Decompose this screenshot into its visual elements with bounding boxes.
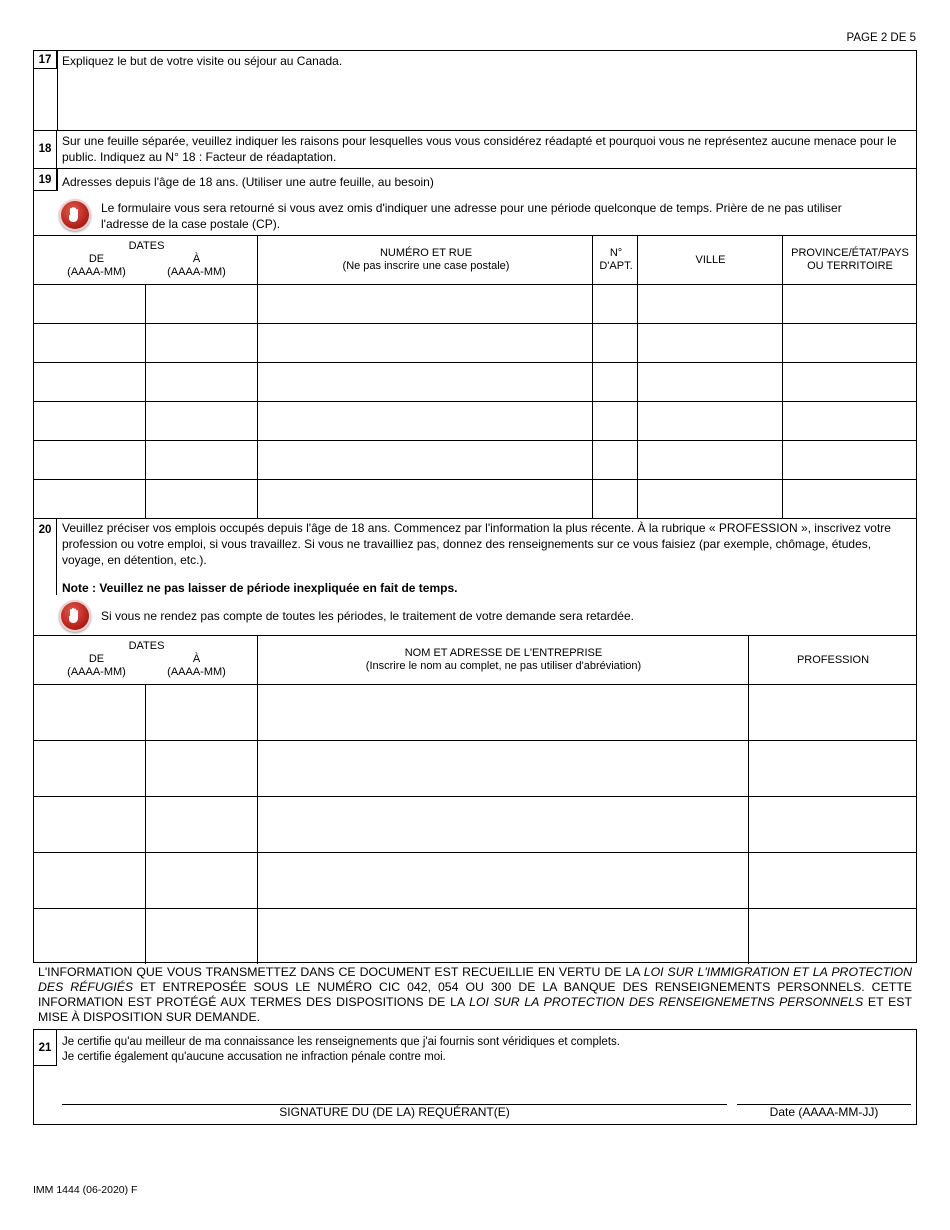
q19-province-header: PROVINCE/ÉTAT/PAYS OU TERRITOIRE	[791, 247, 909, 272]
question-17-text: Expliquez le but de votre visite ou séjour au Canada.	[62, 54, 343, 68]
certification-frame	[33, 1029, 917, 1125]
questions-frame	[33, 50, 917, 963]
page-number: PAGE 2 DE 5	[846, 32, 916, 44]
date-label: Date (AAAA-MM-JJ)	[769, 1105, 879, 1119]
certification-line-2: Je certifie également qu'aucune accusation ne infraction pénale contre moi.	[62, 1051, 446, 1063]
question-19-warning: Le formulaire vous sera retourné si vous avez omis d'indiquer une adresse pour une période quelconque de temps. Prière de ne pas utiliser l'adresse de la case postale (CP).	[101, 201, 842, 231]
question-19-number: 19	[34, 169, 57, 191]
question-20-warning: Si vous ne rendez pas compte de toutes les périodes, le traitement de votre demande sera retardée.	[101, 609, 634, 623]
question-20-text: Veuillez préciser vos emplois occupés depuis l'âge de 18 ans. Commencez par l'information la plus récente. À la rubrique « PROFESSION », inscrivez votre profession ou votre emploi, si vous travaillez. Si vous ne travailliez pas, donnez des renseignements sur ce vous faisiez (par exemple, chômage, études, voyage, en détention, etc.).	[62, 521, 891, 567]
q19-dates-header: DATES	[128, 240, 165, 252]
employment-history-table[interactable]	[34, 685, 916, 963]
q19-city-header: VILLE	[695, 254, 726, 266]
question-18-number: 18	[34, 131, 57, 168]
question-17-number: 17	[34, 51, 57, 69]
q20-from-header: DE (AAAA-MM)	[67, 653, 126, 678]
privacy-notice: L'INFORMATION QUE VOUS TRANSMETTEZ DANS CE DOCUMENT EST RECUEILLIE EN VERTU DE LA LOI SUR L'IMMIGRATION ET LA PROTECTION DES RÉFUGIÉS ET ENTREPOSÉE SOUS LE NUMÉRO CIC 042, 054 OU 300 DE LA BANQUE DES RENSEIGNEMENTS PERSONNELS. CETTE INFORMATION EST PROTÉGÉ AUX TERMES DES DISPOSITIONS DE LA LOI SUR LA PROTECTION DES RENSEIGNEMETNS PERSONNELS ET EST MISE À DISPOSITION SUR DEMANDE.	[38, 965, 912, 1024]
q20-company-header: NOM ET ADRESSE DE L'ENTREPRISE (Inscrire le nom au complet, ne pas utiliser d'abréviation)	[365, 647, 642, 672]
signature-label: SIGNATURE DU (DE LA) REQUÉRANT(E)	[279, 1105, 510, 1119]
q20-profession-header: PROFESSION	[796, 654, 870, 666]
q19-street-header: NUMÉRO ET RUE (Ne pas inscrire une case postale)	[342, 247, 510, 272]
stop-hand-icon	[61, 602, 89, 630]
q20-dates-header: DATES	[128, 640, 165, 652]
q19-to-header: À (AAAA-MM)	[167, 253, 226, 278]
q19-apt-header: N° D'APT.	[599, 247, 633, 272]
stop-hand-icon	[61, 201, 89, 229]
question-19-text: Adresses depuis l'âge de 18 ans. (Utiliser une autre feuille, au besoin)	[62, 175, 434, 189]
question-18-text: Sur une feuille séparée, veuillez indiquer les raisons pour lesquelles vous vous considérez réadapté et pourquoi vous ne représentez aucune menace pour le public. Indiquez au N° 18 : Facteur de réadaptation.	[62, 134, 897, 164]
q19-from-header: DE (AAAA-MM)	[67, 253, 126, 278]
form-code: IMM 1444 (06-2020) F	[33, 1184, 138, 1196]
address-history-table[interactable]	[34, 285, 916, 518]
question-20-number: 20	[34, 519, 57, 595]
purpose-of-visit-field[interactable]	[58, 71, 916, 129]
certification-line-1: Je certifie qu'au meilleur de ma connaissance les renseignements que j'ai fournis sont véridiques et complets.	[62, 1036, 620, 1048]
q20-to-header: À (AAAA-MM)	[167, 653, 226, 678]
question-20-note: Note : Veuillez ne pas laisser de période inexpliquée en fait de temps.	[62, 581, 458, 595]
question-21-number: 21	[34, 1030, 57, 1066]
